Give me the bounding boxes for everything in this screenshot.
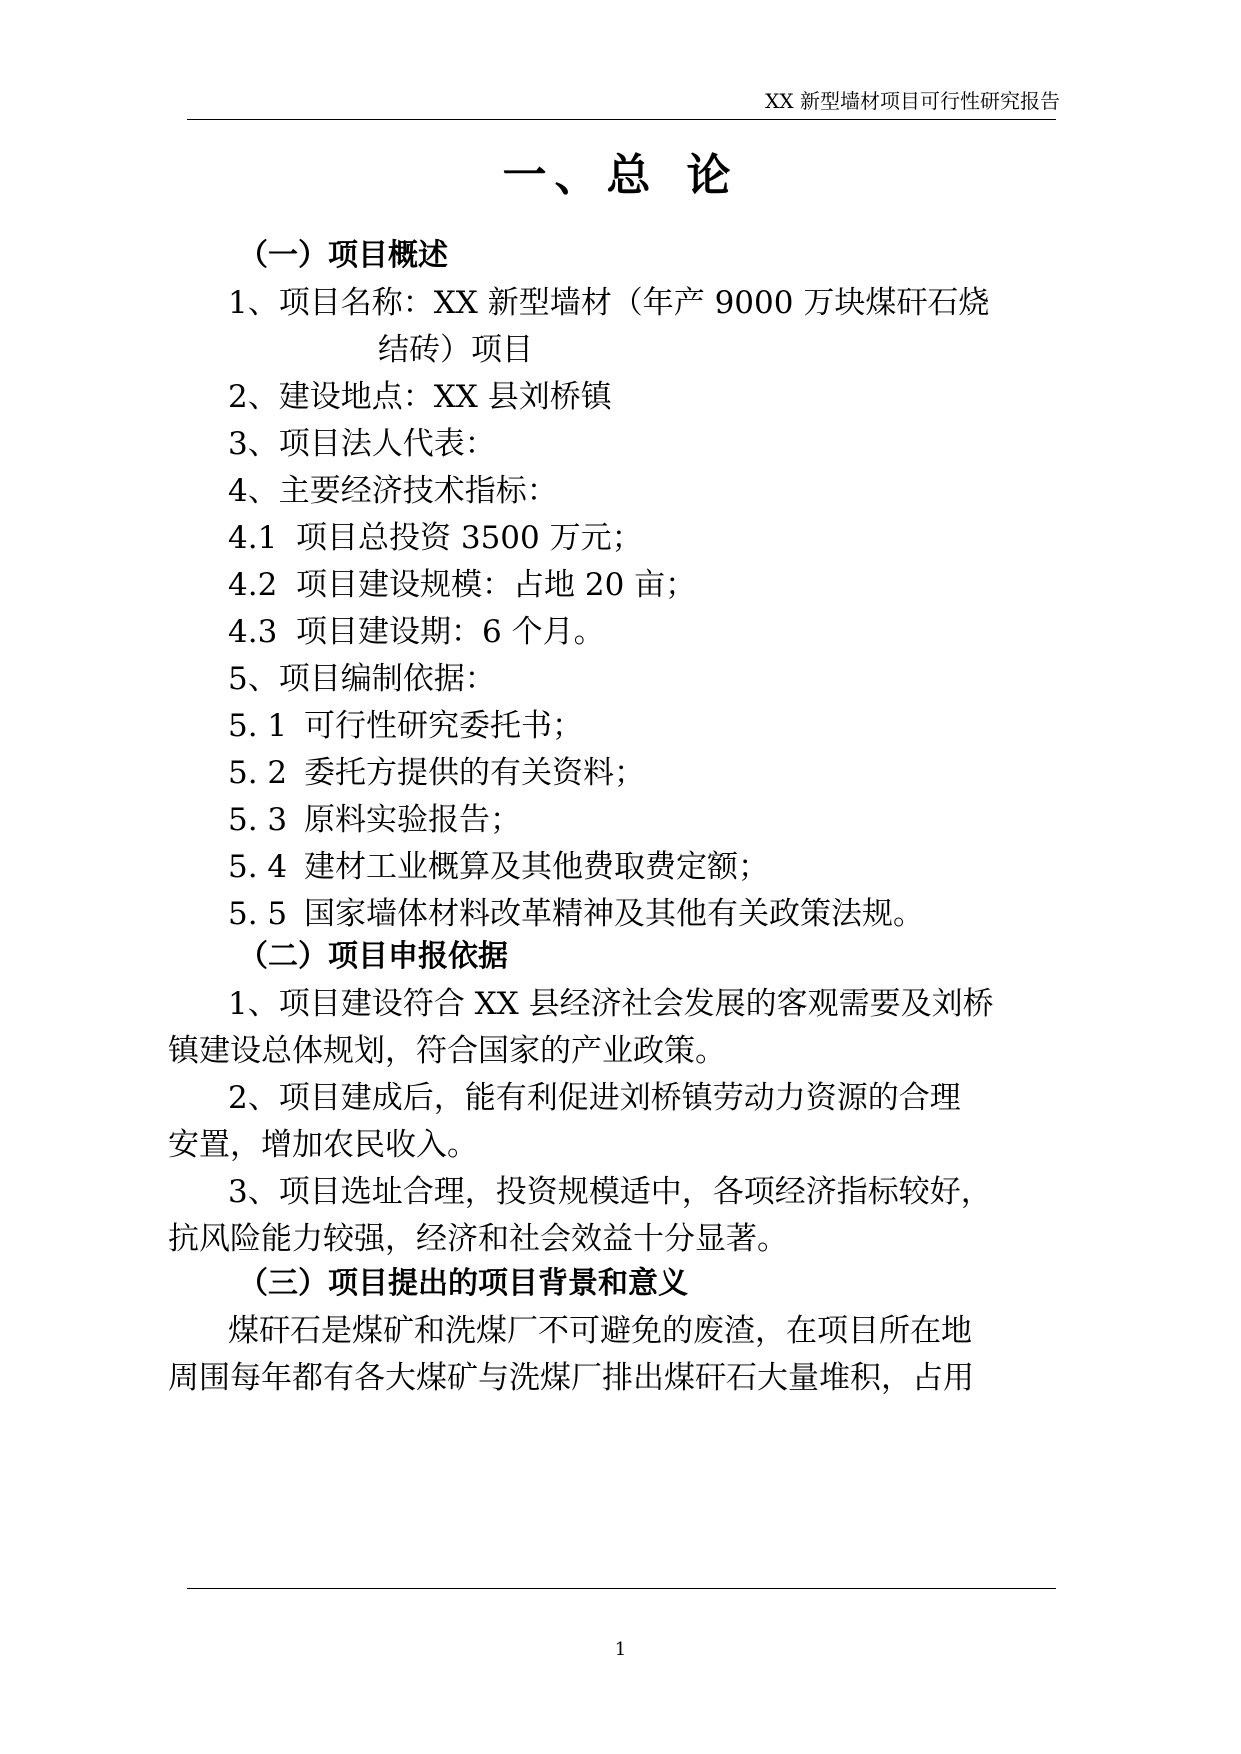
- item-5-4-number: 5. 4: [228, 849, 288, 885]
- section-heading-1: （一）项目概述: [238, 238, 448, 273]
- item-4-2-text: 项目建设规模：占地 20 亩；: [296, 567, 697, 603]
- item-5-1-number: 5. 1: [228, 708, 288, 744]
- item-4-1: [228, 518, 643, 558]
- paragraph-1-line-2: 镇建设总体规划，符合国家的产业政策。: [168, 1033, 726, 1069]
- footer-rule: [187, 1588, 1056, 1589]
- paragraph-2-line-1: 2、项目建成后，能有利促进刘桥镇劳动力资源的合理: [228, 1080, 961, 1116]
- item-5-3-number: 5. 3: [228, 802, 288, 838]
- item-3: 3、项目法人代表：: [228, 426, 496, 462]
- item-5-5-text: 国家墙体材料改革精神及其他有关政策法规。: [304, 896, 924, 932]
- paragraph-2-line-2: 安置，增加农民收入。: [168, 1127, 478, 1163]
- item-4-1-number: 4.1: [228, 520, 278, 556]
- item-4-2-number: 4.2: [228, 567, 278, 603]
- item-5-4-text: 建材工业概算及其他费取费定额；: [304, 849, 769, 885]
- item-5-3: [228, 800, 521, 840]
- item-1-line-1: 1、项目名称：XX 新型墙材（年产 9000 万块煤矸石烧: [228, 285, 990, 321]
- paragraph-4-line-2: 周围每年都有各大煤矿与洗煤厂排出煤矸石大量堆积，占用: [168, 1360, 974, 1396]
- paragraph-1-line-1: 1、项目建设符合 XX 县经济社会发展的客观需要及刘桥: [228, 986, 994, 1022]
- header-rule: [187, 119, 1056, 120]
- item-5-5-number: 5. 5: [228, 896, 288, 932]
- item-5: 5、项目编制依据：: [228, 661, 496, 697]
- item-5-1-text: 可行性研究委托书；: [304, 708, 583, 744]
- section-heading-2: （二）项目申报依据: [238, 939, 508, 974]
- item-1-line-2: 结砖）项目: [378, 332, 533, 368]
- chapter-word-2: 论: [686, 150, 739, 201]
- running-header: XX 新型墙材项目可行性研究报告: [765, 89, 1060, 113]
- paragraph-3-line-1: 3、项目选址合理，投资规模适中，各项经济指标较好，: [228, 1174, 992, 1210]
- item-4-3-number: 4.3: [228, 614, 278, 650]
- item-4-3-text: 项目建设期：6 个月。: [296, 614, 605, 650]
- item-4-1-text: 项目总投资 3500 万元；: [296, 520, 643, 556]
- item-2: 2、建设地点：XX 县刘桥镇: [228, 379, 612, 415]
- section-heading-3: （三）项目提出的项目背景和意义: [238, 1266, 688, 1301]
- paragraph-3-line-2: 抗风险能力较强，经济和社会效益十分显著。: [168, 1221, 788, 1257]
- item-5-5: [228, 894, 924, 934]
- item-5-2-number: 5. 2: [228, 755, 288, 791]
- item-4: 4、主要经济技术指标：: [228, 473, 558, 509]
- paragraph-4-line-1: 煤矸石是煤矿和洗煤厂不可避免的废渣，在项目所在地: [228, 1313, 972, 1349]
- item-5-4: [228, 847, 769, 887]
- chapter-number: 一、: [502, 150, 607, 201]
- chapter-title: [0, 146, 1241, 206]
- chapter-word-1: 总: [606, 150, 659, 201]
- item-5-2-text: 委托方提供的有关资料；: [304, 755, 645, 791]
- item-4-2: [228, 565, 696, 605]
- item-5-3-text: 原料实验报告；: [304, 802, 521, 838]
- item-5-1: [228, 706, 583, 746]
- page-number: 1: [614, 1639, 627, 1660]
- item-5-2: [228, 753, 645, 793]
- item-4-3: [228, 612, 605, 652]
